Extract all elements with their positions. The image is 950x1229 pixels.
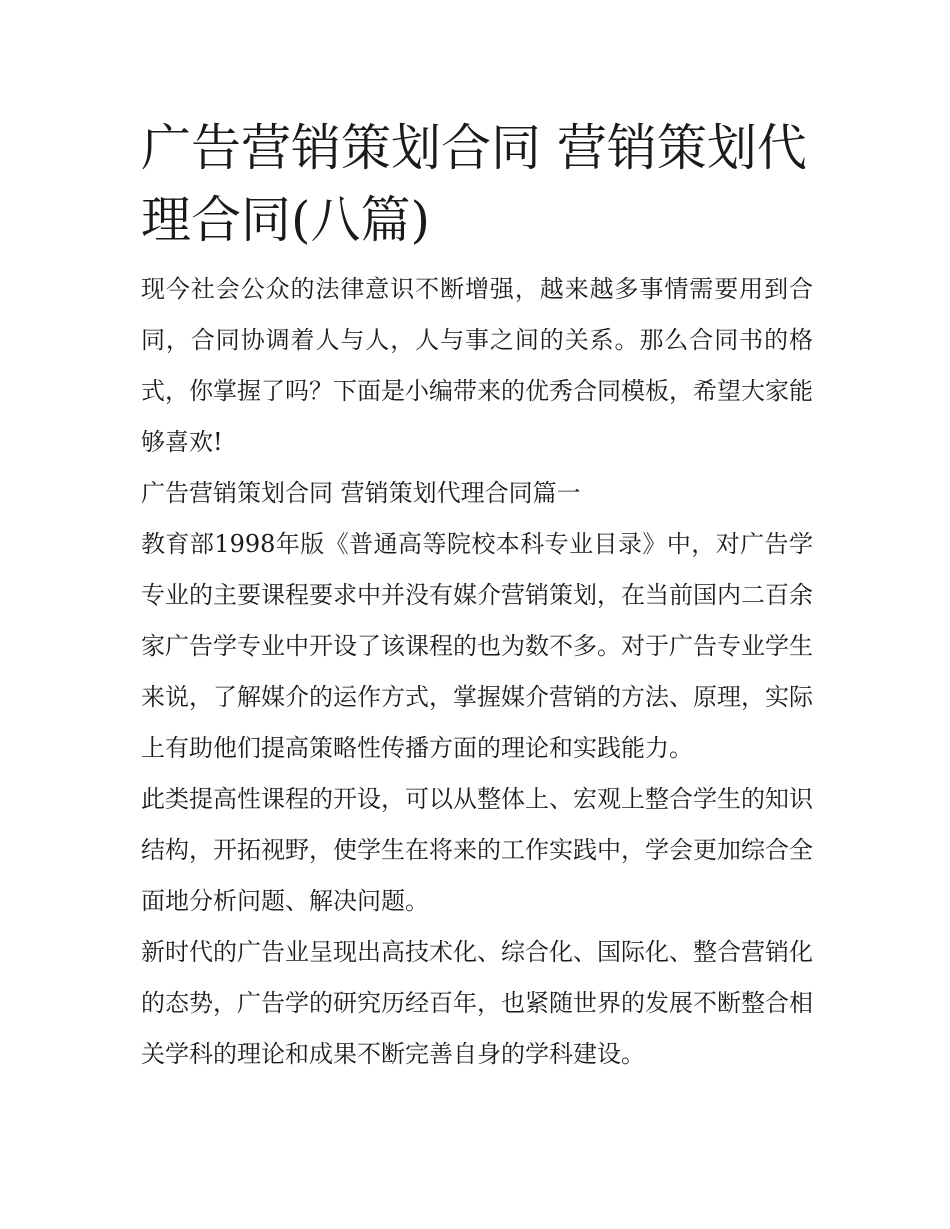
body-paragraph-1: 教育部1998年版《普通高等院校本科专业目录》中，对广告学专业的主要课程要求中并没有媒介营销策划，在当前国内二百余家广告学专业中开设了该课程的也为数不多。对于广告专业学生来说，了解媒介的运作方式，掌握媒介营销的方法、原理，实际上有助他们提高策略性传播方面的理论和实践能力。 — [141, 530, 813, 762]
body-paragraph-2: 此类提高性课程的开设，可以从整体上、宏观上整合学生的知识结构，开拓视野，使学生在将来的工作实践中，学会更加综合全面地分析问题、解决问题。 — [141, 785, 813, 915]
intro-paragraph: 现今社会公众的法律意识不断增强，越来越多事情需要用到合同，合同协调着人与人，人与事之间的关系。那么合同书的格式，你掌握了吗？下面是小编带来的优秀合同模板，希望大家能够喜欢! — [141, 275, 813, 456]
document-title: 广告营销策划合同 营销策划代理合同(八篇) — [141, 119, 807, 249]
section-heading: 广告营销策划合同 营销策划代理合同篇一 — [141, 479, 581, 507]
document-page — [141, 112, 813, 1080]
body-paragraph-3: 新时代的广告业呈现出高技术化、综合化、国际化、整合营销化的态势，广告学的研究历经百年，也紧随世界的发展不断整合相关学科的理论和成果不断完善自身的学科建设。 — [141, 938, 813, 1068]
